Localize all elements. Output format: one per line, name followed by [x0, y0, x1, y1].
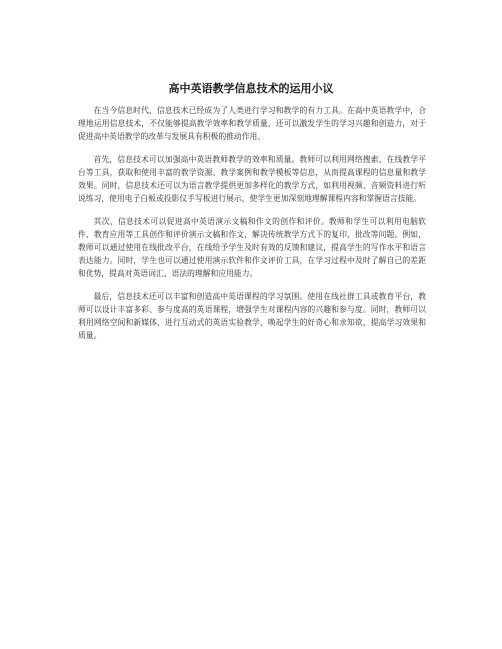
- paragraph-last: 最后，信息技术还可以丰富和创造高中英语课程的学习氛围。使用在线社群工具或教育平台，教师可以设计丰富多彩、参与度高的英语课程，增强学生对课程内容的兴趣和参与度。同时，教师可以利用网络空间和新媒体，进行互动式的英语实验教学，唤起学生的好奇心和求知欲，提高学习效果和质量。: [78, 292, 426, 340]
- paragraph-first: 首先，信息技术可以加强高中英语教师教学的效率和质量。教师可以利用网络搜索、在线教学平台等工具，获取和使用丰富的教学资源、教学案例和教学模板等信息，从而提高课程的信息量和教学效果。同时，信息技术还可以为语言教学提供更加多样化的教学方式，如利用视频、音频资料进行听说练习，使用电子白板或投影仪手写板进行展示，使学生更加深刻地理解课程内容和掌握语言技能。: [78, 155, 426, 203]
- document-body: [78, 104, 426, 352]
- paragraph-second: 其次，信息技术可以促进高中英语演示文稿和作文的创作和评价。教师和学生可以利用电脑软件、教育应用等工具创作和评价演示文稿和作文，解决传统教学方式下的复印、批改等问题。例如，教师可以通过使用在线批改平台，在线给予学生及时有效的反馈和建议，提高学生的写作水平和语言表达能力。同时，学生也可以通过使用演示软件和作文评价工具，在学习过程中及时了解自己的差距和优势，提高对英语词汇、语法的理解和应用能力。: [78, 217, 426, 278]
- paragraph-intro: 在当今信息时代，信息技术已经成为了人类进行学习和教学的有力工具。在高中英语教学中，合理地运用信息技术，不仅能够提高教学效率和教学质量，还可以激发学生的学习兴趣和创造力，对于促进高中英语教学的改革与发展具有积极的推动作用。: [78, 106, 426, 141]
- document-title: 高中英语教学信息技术的运用小议: [168, 82, 334, 95]
